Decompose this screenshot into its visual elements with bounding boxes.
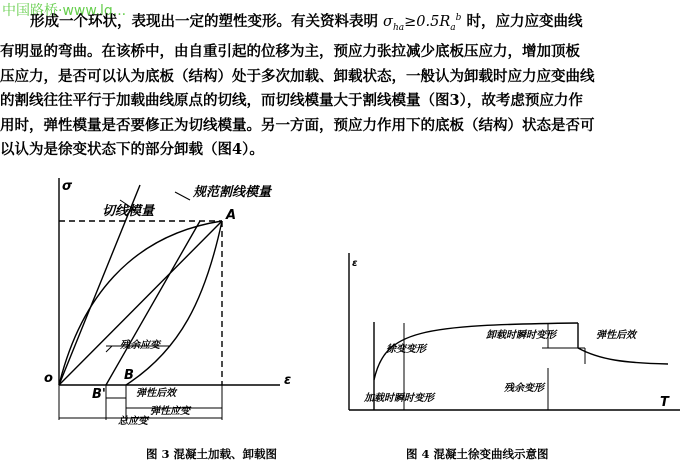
fig3-secant-label: 规范割线模量 <box>193 185 272 200</box>
watermark-text: 中国路桥·www.lq... <box>2 3 127 19</box>
fig4-residual-label: 残余变形 <box>504 383 544 394</box>
fig3-x-axis-label: ε <box>284 373 292 388</box>
fig4-labels <box>352 258 670 410</box>
line1-text-b: 时，应力应变曲线 <box>461 12 583 30</box>
fig4-x-axis-label: T <box>660 395 669 410</box>
fig3-secant-line <box>59 221 222 385</box>
line1-text-a: 形成一个环状，表现出一定的塑性变形。有关资料表明 <box>30 12 384 30</box>
fig3-diagram <box>59 178 280 420</box>
fig4-instant-unload-label: 卸载时瞬时变形 <box>486 330 556 341</box>
fig4-instant-load-label: 加载时瞬时变形 <box>364 393 434 404</box>
fig3-tangent-label: 切线模量 <box>102 204 155 219</box>
fig3-residual-label: 残余应变 <box>120 340 160 351</box>
fig4-recovery-curve <box>578 348 668 364</box>
fig3-secant-pointer <box>175 192 190 200</box>
fig3-labels <box>44 179 291 427</box>
fig4-y-axis-label: ε <box>352 258 358 269</box>
fig4-elastic-after-label: 弹性后效 <box>596 330 636 341</box>
fig3-point-b: B <box>124 368 134 383</box>
fig4-caption: 图 4 混凝土徐变曲线示意图 <box>406 447 549 461</box>
paragraph-line-6: 以认为是徐变状态下的部分卸载（图4）。 <box>0 141 264 159</box>
fig3-elastic-strain-label: 弹性应变 <box>150 406 190 417</box>
fig3-caption: 图 3 混凝土加载、卸载图 <box>146 447 278 461</box>
paragraph-line-4: 的割线往往平行于加载曲线原点的切线，而切线模量大于割线模量（图3），故考虑预应力作 <box>0 92 583 110</box>
fig3-origin-label: o <box>44 371 53 386</box>
fig3-elastic-recovery-label: 弹性后效 <box>136 388 176 399</box>
formula-stress-ratio: $\sigma_{ha}\ge 0.5R_a^b$ <box>383 13 462 33</box>
fig3-point-b-prime: B' <box>92 387 106 402</box>
fig4-creep-label: 徐变变形 <box>386 344 426 355</box>
fig3-total-strain-label: 总应变 <box>118 416 148 427</box>
paragraph-line-2: 有明显的弯曲。在该桥中，由自重引起的位移为主，预应力张拉减少底板压应力，增加顶板 <box>0 43 580 61</box>
paragraph-line-3: 压应力，是否可以认为底板（结构）处于多次加载、卸载状态，一般认为卸载时应力应变曲线 <box>0 67 595 85</box>
fig3-residual-arrow <box>106 346 112 352</box>
fig3-point-a: A <box>226 208 237 223</box>
paragraph-line-5: 用时，弹性模量是否要修正为切线模量。另一方面，预应力作用下的底板（结构）状态是否可 <box>0 116 595 134</box>
fig3-y-axis-label: σ <box>62 179 73 194</box>
